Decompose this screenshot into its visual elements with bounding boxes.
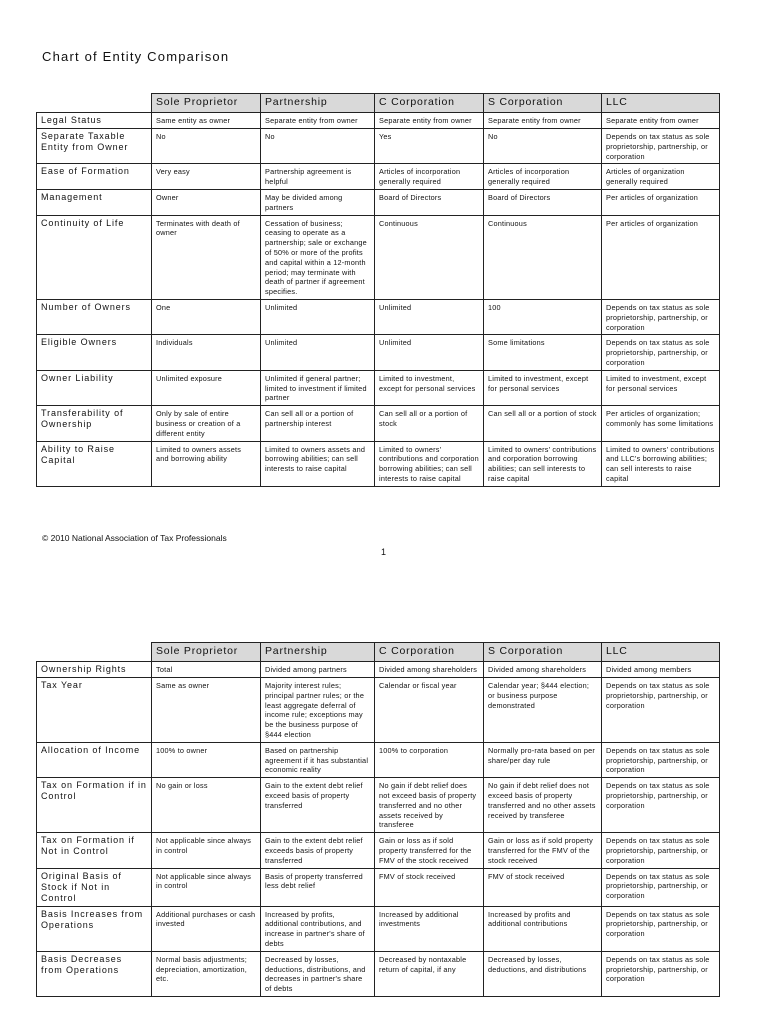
table-cell: Increased by additional investments xyxy=(375,906,484,951)
column-header: C Corporation xyxy=(375,643,484,662)
header-row xyxy=(37,94,720,113)
table-cell: Depends on tax status as sole proprietorship, partnership, or corporation xyxy=(602,778,720,833)
table-cell: One xyxy=(152,299,261,334)
row-label: Separate Taxable Entity from Owner xyxy=(37,129,152,164)
column-header: Sole Proprietor xyxy=(152,94,261,113)
table-cell: Calendar or fiscal year xyxy=(375,678,484,743)
row-label: Basis Decreases from Operations xyxy=(37,951,152,996)
row-label: Tax on Formation if in Control xyxy=(37,778,152,833)
table-cell: Separate entity from owner xyxy=(375,113,484,129)
table-row xyxy=(37,189,720,215)
table-cell: Not applicable since always in control xyxy=(152,833,261,868)
header-corner xyxy=(37,94,152,113)
table-cell: Limited to owners' contributions and LLC's borrowing abilities; can sell interests to raise capital xyxy=(602,441,720,486)
column-header: LLC xyxy=(602,94,720,113)
table-cell: Majority interest rules; principal partner rules; or the least aggregate deferral of income rule; exceptions may be the business purpose of §444 election xyxy=(261,678,375,743)
table-row xyxy=(37,778,720,833)
table-cell: FMV of stock received xyxy=(484,868,602,906)
table-row xyxy=(37,370,720,405)
table-cell: Depends on tax status as sole proprietorship, partnership, or corporation xyxy=(602,335,720,370)
row-label: Management xyxy=(37,189,152,215)
table-cell: FMV of stock received xyxy=(375,868,484,906)
table-cell: Limited to owners' contributions and corporation borrowing abilities; can sell interests to raise capital xyxy=(375,441,484,486)
row-label: Continuity of Life xyxy=(37,215,152,299)
column-header: Sole Proprietor xyxy=(152,643,261,662)
column-header: Partnership xyxy=(261,643,375,662)
row-label: Legal Status xyxy=(37,113,152,129)
table-cell: Unlimited xyxy=(261,299,375,334)
table-cell: Limited to owners assets and borrowing abilities; can sell interests to raise capital xyxy=(261,441,375,486)
table-cell: Increased by profits and additional contributions xyxy=(484,906,602,951)
entity-comparison-table-1 xyxy=(36,93,720,487)
row-label: Transferability of Ownership xyxy=(37,406,152,441)
page-break xyxy=(0,592,768,593)
table-cell: Unlimited exposure xyxy=(152,370,261,405)
table-cell: Divided among shareholders xyxy=(375,662,484,678)
table-cell: Some limitations xyxy=(484,335,602,370)
table-cell: Continuous xyxy=(484,215,602,299)
table-row xyxy=(37,951,720,996)
table-row xyxy=(37,441,720,486)
page-number: 1 xyxy=(381,547,387,557)
table-body xyxy=(37,113,720,487)
row-label: Allocation of Income xyxy=(37,742,152,777)
table-cell: Depends on tax status as sole proprietorship, partnership, or corporation xyxy=(602,868,720,906)
table-cell: No gain if debt relief does not exceed basis of property transferred and no other assets received by transferee xyxy=(375,778,484,833)
table-cell: Depends on tax status as sole proprietorship, partnership, or corporation xyxy=(602,906,720,951)
table-row xyxy=(37,906,720,951)
table-cell: Divided among partners xyxy=(261,662,375,678)
copyright-notice: © 2010 National Association of Tax Professionals xyxy=(42,533,227,543)
table-row xyxy=(37,215,720,299)
table-row xyxy=(37,742,720,777)
table-cell: Decreased by nontaxable return of capital, if any xyxy=(375,951,484,996)
table-cell: Unlimited xyxy=(375,335,484,370)
column-header: LLC xyxy=(602,643,720,662)
table-cell: 100% to corporation xyxy=(375,742,484,777)
table-row xyxy=(37,164,720,190)
table-cell: Limited to investment, except for personal services xyxy=(484,370,602,405)
table-cell: 100 xyxy=(484,299,602,334)
table-cell: Board of Directors xyxy=(484,189,602,215)
table-cell: Depends on tax status as sole proprietorship, partnership, or corporation xyxy=(602,678,720,743)
table-cell: 100% to owner xyxy=(152,742,261,777)
table-row xyxy=(37,299,720,334)
table-row xyxy=(37,129,720,164)
table-cell: Terminates with death of owner xyxy=(152,215,261,299)
entity-comparison-table-2 xyxy=(36,642,720,997)
table-cell: No xyxy=(484,129,602,164)
table-cell: Calendar year; §444 election; or business purpose demonstrated xyxy=(484,678,602,743)
table-cell: No gain if debt relief does not exceed basis of property transferred and no other assets received by transferee xyxy=(484,778,602,833)
document-title: Chart of Entity Comparison xyxy=(42,49,230,64)
table-body xyxy=(37,662,720,997)
row-label: Ease of Formation xyxy=(37,164,152,190)
column-header: S Corporation xyxy=(484,643,602,662)
table-cell: Depends on tax status as sole proprietorship, partnership, or corporation xyxy=(602,742,720,777)
table-cell: Only by sale of entire business or creation of a different entity xyxy=(152,406,261,441)
table-cell: Not applicable since always in control xyxy=(152,868,261,906)
table-cell: Limited to investment, except for personal services xyxy=(602,370,720,405)
column-header: C Corporation xyxy=(375,94,484,113)
table-cell: Divided among members xyxy=(602,662,720,678)
table-cell: Depends on tax status as sole proprietorship, partnership, or corporation xyxy=(602,129,720,164)
table-cell: Separate entity from owner xyxy=(602,113,720,129)
table-cell: No xyxy=(152,129,261,164)
table-cell: Normally pro-rata based on per share/per day rule xyxy=(484,742,602,777)
table-cell: Unlimited xyxy=(375,299,484,334)
column-header: S Corporation xyxy=(484,94,602,113)
table-row xyxy=(37,406,720,441)
row-label: Tax Year xyxy=(37,678,152,743)
table-cell: Depends on tax status as sole proprietorship, partnership, or corporation xyxy=(602,833,720,868)
table-row xyxy=(37,113,720,129)
table-row xyxy=(37,662,720,678)
table-cell: Depends on tax status as sole proprietorship, partnership, or corporation xyxy=(602,951,720,996)
row-label: Ownership Rights xyxy=(37,662,152,678)
table-cell: Very easy xyxy=(152,164,261,190)
table-cell: May be divided among partners xyxy=(261,189,375,215)
row-label: Ability to Raise Capital xyxy=(37,441,152,486)
table-cell: Gain to the extent debt relief exceeds basis of property transferred xyxy=(261,833,375,868)
table-cell: Gain to the extent debt relief exceed basis of property transferred xyxy=(261,778,375,833)
table-cell: Individuals xyxy=(152,335,261,370)
table-cell: Per articles of organization xyxy=(602,215,720,299)
table-cell: Can sell all or a portion of stock xyxy=(375,406,484,441)
table-cell: Board of Directors xyxy=(375,189,484,215)
table-row xyxy=(37,833,720,868)
table-cell: Partnership agreement is helpful xyxy=(261,164,375,190)
table-row xyxy=(37,868,720,906)
table-cell: Per articles of organization xyxy=(602,189,720,215)
table-cell: Articles of organization generally required xyxy=(602,164,720,190)
table-cell: Decreased by losses, deductions, and distributions xyxy=(484,951,602,996)
table-cell: Unlimited if general partner; limited to investment if limited partner xyxy=(261,370,375,405)
header-corner xyxy=(37,643,152,662)
table-cell: No xyxy=(261,129,375,164)
row-label: Eligible Owners xyxy=(37,335,152,370)
table-cell: Per articles of organization; commonly has some limitations xyxy=(602,406,720,441)
table-row xyxy=(37,678,720,743)
table-cell: Separate entity from owner xyxy=(261,113,375,129)
table-cell: Articles of incorporation generally required xyxy=(484,164,602,190)
table-cell: Increased by profits, additional contributions, and increase in partner's share of debts xyxy=(261,906,375,951)
table-cell: Gain or loss as if sold property transferred for the FMV of the stock received xyxy=(484,833,602,868)
table-cell: Normal basis adjustments; depreciation, amortization, etc. xyxy=(152,951,261,996)
table-cell: Additional purchases or cash invested xyxy=(152,906,261,951)
table-cell: Unlimited xyxy=(261,335,375,370)
row-label: Original Basis of Stock if Not in Control xyxy=(37,868,152,906)
column-header: Partnership xyxy=(261,94,375,113)
table-cell: Gain or loss as if sold property transferred for the FMV of the stock received xyxy=(375,833,484,868)
table-cell: Divided among shareholders xyxy=(484,662,602,678)
table-cell: Total xyxy=(152,662,261,678)
row-label: Number of Owners xyxy=(37,299,152,334)
table-cell: Basis of property transferred less debt relief xyxy=(261,868,375,906)
table-cell: Owner xyxy=(152,189,261,215)
header-row xyxy=(37,643,720,662)
table-cell: Yes xyxy=(375,129,484,164)
table-cell: Same entity as owner xyxy=(152,113,261,129)
table-cell: Limited to owners assets and borrowing ability xyxy=(152,441,261,486)
table-row xyxy=(37,335,720,370)
table-cell: Limited to owners' contributions and corporation borrowing abilities; can sell interests to raise capital xyxy=(484,441,602,486)
table-cell: Limited to investment, except for personal services xyxy=(375,370,484,405)
table-cell: Articles of incorporation generally required xyxy=(375,164,484,190)
table-cell: Depends on tax status as sole proprietorship, partnership, or corporation xyxy=(602,299,720,334)
table-cell: Can sell all or a portion of stock xyxy=(484,406,602,441)
row-label: Basis Increases from Operations xyxy=(37,906,152,951)
table-cell: Decreased by losses, deductions, distributions, and decreases in partner's share of debts xyxy=(261,951,375,996)
row-label: Tax on Formation if Not in Control xyxy=(37,833,152,868)
row-label: Owner Liability xyxy=(37,370,152,405)
table-cell: No gain or loss xyxy=(152,778,261,833)
table-cell: Same as owner xyxy=(152,678,261,743)
table-cell: Continuous xyxy=(375,215,484,299)
table-cell: Cessation of business; ceasing to operate as a partnership; sale or exchange of 50% or more of the profits and capital within a 12-month period; may terminate with death of partner if agreement specifies. xyxy=(261,215,375,299)
table-cell: Can sell all or a portion of partnership interest xyxy=(261,406,375,441)
table-cell: Based on partnership agreement if it has substantial economic reality xyxy=(261,742,375,777)
table-cell: Separate entity from owner xyxy=(484,113,602,129)
